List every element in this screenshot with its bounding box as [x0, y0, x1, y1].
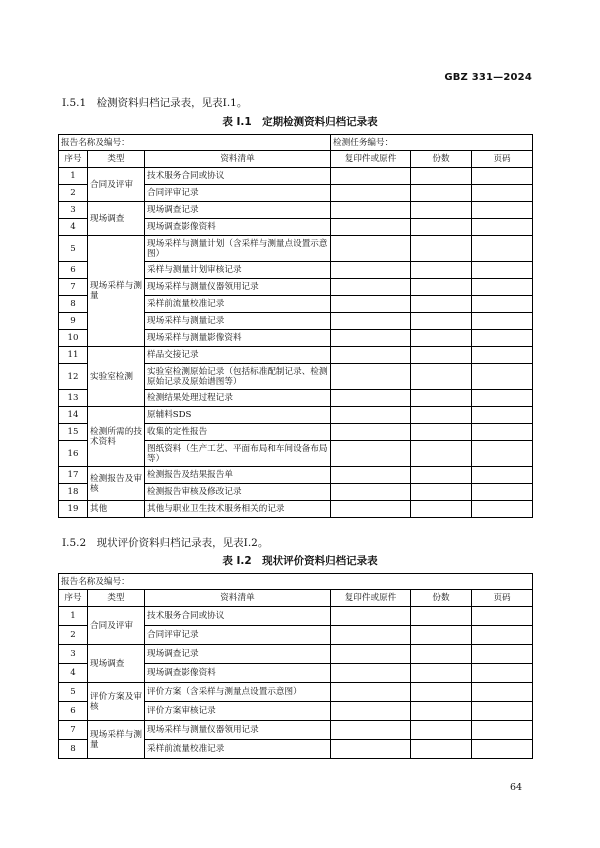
header-item-list: 资料清单	[145, 151, 331, 168]
row-type: 其他	[88, 501, 145, 518]
copy-cell	[331, 407, 411, 424]
row-type: 检测报告及审核	[88, 467, 145, 501]
table2-caption: 表 I.2 现状评价资料归档记录表	[222, 555, 378, 567]
header-page: 页码	[472, 151, 533, 168]
row-no: 7	[59, 279, 88, 296]
page-cell	[472, 626, 533, 645]
count-cell	[411, 740, 472, 759]
page-cell	[472, 501, 533, 518]
copy-cell	[331, 721, 411, 740]
row-item: 检测结果处理过程记录	[145, 390, 331, 407]
row-no: 17	[59, 467, 88, 484]
copy-cell	[331, 702, 411, 721]
row-no: 15	[59, 424, 88, 441]
count-cell	[411, 645, 472, 664]
row-item: 合同评审记录	[145, 185, 331, 202]
row-no: 1	[59, 168, 88, 185]
header-copy-or-original: 复印件或原件	[331, 151, 411, 168]
row-item: 现场调查记录	[145, 202, 331, 219]
table-row	[59, 721, 533, 740]
page-cell	[472, 645, 533, 664]
row-no: 13	[59, 390, 88, 407]
page-cell	[472, 607, 533, 626]
copy-cell	[331, 424, 411, 441]
table-row	[59, 168, 533, 185]
count-cell	[411, 364, 472, 390]
row-item: 评价方案（含采样与测量点设置示意图）	[145, 683, 331, 702]
row-no: 8	[59, 296, 88, 313]
count-cell	[411, 607, 472, 626]
count-cell	[411, 313, 472, 330]
row-type: 现场调查	[88, 645, 145, 683]
header-page: 页码	[472, 590, 533, 607]
header-no: 序号	[59, 590, 88, 607]
task-number-label: 检测任务编号：	[331, 135, 533, 151]
copy-cell	[331, 262, 411, 279]
page-cell	[472, 262, 533, 279]
row-item: 收集的定性报告	[145, 424, 331, 441]
header-type: 类型	[88, 151, 145, 168]
row-type: 评价方案及审核	[88, 683, 145, 721]
count-cell	[411, 683, 472, 702]
row-no: 6	[59, 262, 88, 279]
row-item: 现场采样与测量影像资料	[145, 330, 331, 347]
table2-header-row	[59, 590, 533, 607]
row-type: 现场采样与测量	[88, 236, 145, 347]
copy-cell	[331, 484, 411, 501]
count-cell	[411, 296, 472, 313]
copy-cell	[331, 185, 411, 202]
row-no: 4	[59, 664, 88, 683]
copy-cell	[331, 202, 411, 219]
row-item: 原辅料SDS	[145, 407, 331, 424]
copy-cell	[331, 626, 411, 645]
report-name-label: 报告名称及编号：	[59, 135, 331, 151]
row-item: 技术服务合同或协议	[145, 168, 331, 185]
row-type: 现场采样与测量	[88, 721, 145, 759]
count-cell	[411, 390, 472, 407]
table-row	[59, 407, 533, 424]
row-item: 检测报告及结果报告单	[145, 467, 331, 484]
table1-caption: 表 I.1 定期检测资料归档记录表	[222, 116, 378, 128]
header-no: 序号	[59, 151, 88, 168]
count-cell	[411, 484, 472, 501]
page-cell	[472, 236, 533, 262]
page-cell	[472, 390, 533, 407]
count-cell	[411, 168, 472, 185]
row-no: 8	[59, 740, 88, 759]
copy-cell	[331, 347, 411, 364]
count-cell	[411, 664, 472, 683]
row-no: 6	[59, 702, 88, 721]
row-no: 4	[59, 219, 88, 236]
row-no: 12	[59, 364, 88, 390]
copy-cell	[331, 740, 411, 759]
table-row	[59, 501, 533, 518]
row-no: 2	[59, 626, 88, 645]
copy-cell	[331, 219, 411, 236]
table-row	[59, 645, 533, 664]
page-cell	[472, 740, 533, 759]
copy-cell	[331, 441, 411, 467]
header-type: 类型	[88, 590, 145, 607]
report-name-label: 报告名称及编号：	[59, 574, 533, 590]
page-cell	[472, 330, 533, 347]
row-type: 合同及评审	[88, 607, 145, 645]
row-no: 10	[59, 330, 88, 347]
page-number: 64	[510, 782, 523, 793]
page-cell	[472, 168, 533, 185]
table-row	[59, 683, 533, 702]
row-item: 现场调查记录	[145, 645, 331, 664]
page-cell	[472, 683, 533, 702]
copy-cell	[331, 313, 411, 330]
page-cell	[472, 347, 533, 364]
count-cell	[411, 202, 472, 219]
copy-cell	[331, 390, 411, 407]
copy-cell	[331, 279, 411, 296]
copy-cell	[331, 645, 411, 664]
row-item: 现场采样与测量仪器领用记录	[145, 721, 331, 740]
row-type: 现场调查	[88, 202, 145, 236]
count-cell	[411, 219, 472, 236]
row-no: 9	[59, 313, 88, 330]
row-item: 合同评审记录	[145, 626, 331, 645]
page-cell	[472, 202, 533, 219]
row-no: 16	[59, 441, 88, 467]
copy-cell	[331, 330, 411, 347]
row-no: 5	[59, 236, 88, 262]
count-cell	[411, 467, 472, 484]
row-no: 5	[59, 683, 88, 702]
count-cell	[411, 424, 472, 441]
row-no: 14	[59, 407, 88, 424]
count-cell	[411, 441, 472, 467]
row-item: 现场采样与测量仪器领用记录	[145, 279, 331, 296]
page-cell	[472, 467, 533, 484]
page-cell	[472, 441, 533, 467]
row-item: 技术服务合同或协议	[145, 607, 331, 626]
copy-cell	[331, 501, 411, 518]
page-cell	[472, 424, 533, 441]
count-cell	[411, 330, 472, 347]
count-cell	[411, 236, 472, 262]
row-item: 图纸资料（生产工艺、平面布局和车间设备布局等）	[145, 441, 331, 467]
table1-periodic-detection-archive	[58, 134, 533, 518]
page-cell	[472, 664, 533, 683]
row-item: 其他与职业卫生技术服务相关的记录	[145, 501, 331, 518]
row-no: 18	[59, 484, 88, 501]
row-no: 3	[59, 202, 88, 219]
copy-cell	[331, 607, 411, 626]
count-cell	[411, 279, 472, 296]
count-cell	[411, 185, 472, 202]
row-no: 1	[59, 607, 88, 626]
row-item: 现场调查影像资料	[145, 219, 331, 236]
copy-cell	[331, 364, 411, 390]
row-item: 采样前流量校准记录	[145, 296, 331, 313]
copy-cell	[331, 236, 411, 262]
table-row	[59, 202, 533, 219]
count-cell	[411, 721, 472, 740]
row-type: 实验室检测	[88, 347, 145, 407]
page-cell	[472, 721, 533, 740]
row-item: 实验室检测原始记录（包括标准配制记录、检测原始记录及原始谱图等）	[145, 364, 331, 390]
row-no: 11	[59, 347, 88, 364]
page-cell	[472, 185, 533, 202]
standard-code: GBZ 331—2024	[444, 72, 532, 83]
row-no: 2	[59, 185, 88, 202]
row-item: 采样前流量校准记录	[145, 740, 331, 759]
row-item: 评价方案审核记录	[145, 702, 331, 721]
copy-cell	[331, 467, 411, 484]
table1-header-row	[59, 151, 533, 168]
row-item: 检测报告审核及修改记录	[145, 484, 331, 501]
copy-cell	[331, 683, 411, 702]
row-item: 现场采样与测量记录	[145, 313, 331, 330]
page-cell	[472, 484, 533, 501]
header-copy-or-original: 复印件或原件	[331, 590, 411, 607]
row-no: 19	[59, 501, 88, 518]
section-i52-text: I.5.2 现状评价资料归档记录表，见表I.2。	[62, 537, 269, 549]
copy-cell	[331, 168, 411, 185]
copy-cell	[331, 664, 411, 683]
table2-status-evaluation-archive	[58, 573, 533, 759]
row-item: 现场调查影像资料	[145, 664, 331, 683]
table-row	[59, 467, 533, 484]
page-cell	[472, 219, 533, 236]
row-type: 检测所需的技术资料	[88, 407, 145, 467]
row-item: 样品交接记录	[145, 347, 331, 364]
table-row	[59, 607, 533, 626]
count-cell	[411, 626, 472, 645]
table-row	[59, 347, 533, 364]
page-cell	[472, 279, 533, 296]
header-copies: 份数	[411, 590, 472, 607]
count-cell	[411, 501, 472, 518]
page-cell	[472, 296, 533, 313]
row-type: 合同及评审	[88, 168, 145, 202]
row-no: 3	[59, 645, 88, 664]
section-i51-text: I.5.1 检测资料归档记录表，见表I.1。	[62, 97, 248, 109]
page-cell	[472, 702, 533, 721]
row-no: 7	[59, 721, 88, 740]
page-cell	[472, 364, 533, 390]
count-cell	[411, 702, 472, 721]
count-cell	[411, 262, 472, 279]
page-cell	[472, 407, 533, 424]
count-cell	[411, 347, 472, 364]
header-copies: 份数	[411, 151, 472, 168]
copy-cell	[331, 296, 411, 313]
table-row	[59, 236, 533, 262]
row-item: 现场采样与测量计划（含采样与测量点设置示意图）	[145, 236, 331, 262]
row-item: 采样与测量计划审核记录	[145, 262, 331, 279]
header-item-list: 资料清单	[145, 590, 331, 607]
page-cell	[472, 313, 533, 330]
count-cell	[411, 407, 472, 424]
